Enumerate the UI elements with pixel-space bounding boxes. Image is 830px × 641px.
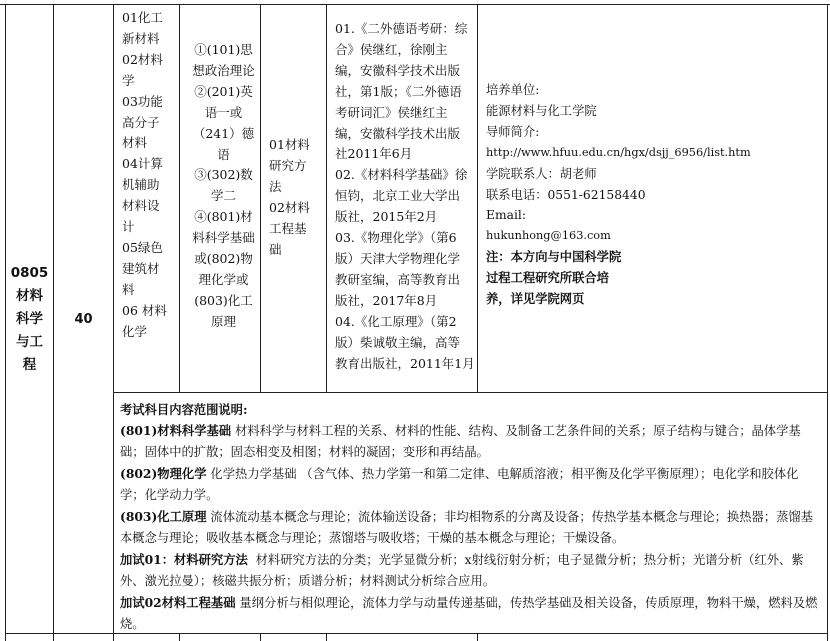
note-801	[120, 420, 822, 463]
advisor-intro-label: 导师简介:	[486, 124, 540, 139]
note-802	[120, 463, 822, 506]
major-code: 0805	[10, 264, 49, 281]
note-addon-2-text: 量纲分析与相似理论，流体力学与动量传递基础，传热学基础及相关设备，传质原理，物料干燥，燃料及燃烧。	[120, 596, 818, 631]
major-cell	[6, 5, 53, 633]
additional-exam-subjects: 01材料 研究方 法 02材料 工程基 础	[269, 137, 310, 257]
note-line-2: 过程工程研究所联合培	[486, 270, 609, 286]
email-label: Email:	[486, 208, 526, 223]
note-addon-1	[120, 549, 822, 592]
next-row-divider-5	[326, 633, 327, 641]
col-divider-6	[477, 4, 478, 392]
note-addon-2	[120, 592, 822, 631]
contact-phone: 联系电话：0551-62158440	[486, 187, 646, 202]
training-unit-label: 培养单位:	[486, 83, 540, 97]
note-line-3: 养，详见学院网页	[486, 291, 585, 307]
quota-cell	[54, 5, 113, 633]
note-803-text: 流体流动基本概念与理论；流体输送设备；非均相物系的分离及设备；传热学基本概念与理论；换热器；蒸馏基本概念与理论；吸收基本概念与理论；蒸馏塔与吸收塔；干燥的基本概念与理论；干燥设备。	[120, 510, 813, 545]
note-801-title: (801)材料科学基础	[120, 423, 232, 438]
exam-scope-notes	[120, 399, 822, 631]
exam-subjects: ①(101)思 想政治理论 ②(201)英 语一或 （241）德 语 ③(302)数 学二 ④(801)材 料科学基础 或(802)物 理化学或 (803)化工 原理	[192, 42, 255, 329]
next-row-divider-3	[179, 633, 180, 641]
major-name: 材料 科学 与工 程	[16, 287, 43, 373]
advisor-intro-link[interactable]: http://www.hfuu.edu.cn/hgx/dsjj_6956/list.htm	[486, 145, 751, 159]
col-divider-4	[260, 4, 261, 392]
note-802-text: 化学热力学基础 （含气体、热力学第一和第二定律、电解质溶液；相平衡及化学平衡原理）；电化学和胶体化学；化学动力学。	[120, 467, 799, 502]
note-803-title: (803)化工原理	[120, 509, 207, 524]
training-unit: 能源材料与化工学院	[486, 103, 597, 118]
note-addon-1-title: 加试01：材料研究方法	[120, 552, 248, 567]
contact-person: 学院联系人：胡老师	[486, 166, 597, 181]
reference-books: 01.《二外德语考研：综 合》侯继红，徐刚主 编，安徽科学技术出版 社，第1版；《二外德语 考研词汇》侯继红主 编，安徽科学技术出版 社2011年6月 02.《材料科学基础》徐 恒钧，北京工业大学出 版社，2015年2月 03.《物理化学》（第6 版）天津大学物理化学 教研室编，高等教育出 版社，2017年8月 04.《化工原理》（第2 版）柴诚敬主编，高等 教育出版社，2011年1月	[335, 21, 475, 371]
row-divider-bottom	[5, 633, 828, 634]
note-line-1: 注：本方向与中国科学院	[486, 249, 622, 265]
col-divider-2	[113, 4, 114, 641]
note-803	[120, 506, 822, 549]
col-divider-5	[326, 4, 327, 392]
col-divider-3	[179, 4, 180, 392]
notes-header: 考试科目内容范围说明:	[120, 402, 248, 417]
note-addon-2-title: 加试02材料工程基础	[120, 595, 236, 610]
row-divider-notes	[113, 392, 828, 393]
next-row-divider-4	[260, 633, 261, 641]
email-address[interactable]: hukunhong@163.com	[486, 229, 611, 243]
note-addon-1-text: 材料研究方法的分类；光学显微分析；x射线衍射分析；电子显微分析；热分析；光谱分析（红外、紫外、激光拉曼）；核磁共振分析；质谱分析；材料测试分析综合应用。	[120, 553, 804, 588]
contact-info	[486, 80, 826, 320]
next-row-divider-6	[477, 633, 478, 641]
research-directions: 01化工 新材料 02材料 学 03功能 高分子 材料 04计算 机辅助 材料设 计 05绿色 建筑材 料 06 材料 化学	[122, 10, 167, 339]
note-801-text: 材料科学与材料工程的关系、材料的性能、结构、及制备工艺条件间的关系；原子结构与键合；晶体学基础；固体中的扩散；固态相变及相图；材料的凝固；变形和再结晶。	[120, 424, 801, 459]
note-802-title: (802)物理化学	[120, 466, 207, 481]
enrollment-quota: 40	[74, 311, 93, 327]
table-border-top	[0, 4, 830, 5]
table-border-right	[827, 4, 828, 641]
